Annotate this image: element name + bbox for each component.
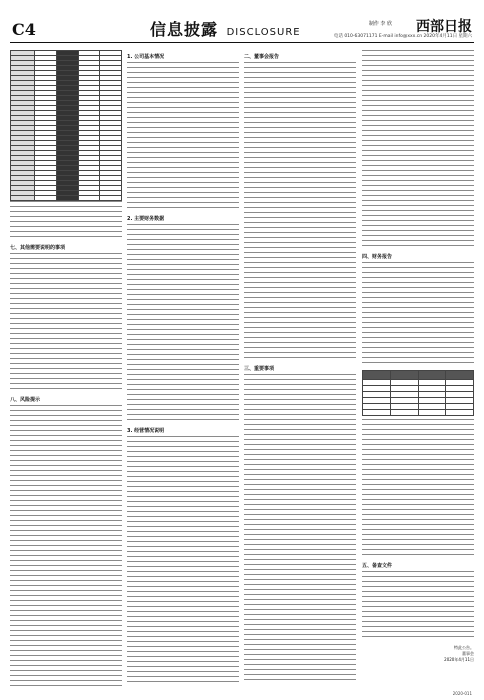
column-1 — [10, 50, 122, 690]
table-cell — [390, 410, 418, 416]
table-cell — [446, 371, 474, 380]
table-cell — [57, 196, 79, 201]
section-heading: 八、风险提示 — [10, 397, 41, 403]
sign-board: 董事会 — [462, 651, 474, 656]
contact-date-line: 电话 010-63071171 E-mail info@xxx.cn 2020年4月11日 星期六 — [333, 34, 472, 39]
page-number: C4 — [12, 20, 36, 39]
column-2 — [127, 50, 239, 690]
section-heading: 五、备查文件 — [362, 563, 393, 569]
text-block — [127, 62, 239, 212]
table-cell — [446, 410, 474, 416]
signature-block — [362, 645, 474, 663]
section-heading: 四、财务报告 — [362, 254, 393, 260]
holdings-table-body — [11, 51, 122, 201]
section-heading: 3. 经营情况说明 — [127, 428, 165, 434]
financial-table-body — [363, 371, 474, 416]
announcement-code: 2020-011 — [452, 691, 472, 696]
holdings-table — [10, 50, 122, 201]
table-row — [11, 196, 122, 201]
financial-table — [362, 370, 474, 416]
column-4 — [362, 50, 474, 690]
section-title-cn: 信息披露 — [150, 20, 219, 39]
column-3 — [244, 50, 356, 690]
section-heading: 七、其他需要说明的事项 — [10, 245, 66, 251]
table-cell — [363, 371, 391, 380]
section-heading: 二、董事会报告 — [244, 54, 280, 60]
table-row — [363, 371, 474, 380]
section-heading: 三、重要事项 — [244, 366, 275, 372]
table-cell — [418, 410, 446, 416]
text-block — [362, 262, 474, 367]
masthead — [0, 0, 484, 44]
text-block — [10, 253, 122, 393]
masthead-rule — [10, 42, 474, 43]
section-title — [150, 17, 301, 40]
table-cell — [11, 196, 35, 201]
text-block — [127, 224, 239, 424]
table-cell — [100, 196, 122, 201]
section-heading: 1. 公司基本情况 — [127, 54, 165, 60]
table-cell — [78, 196, 100, 201]
table-cell — [363, 410, 391, 416]
sign-closing: 特此公告。 — [454, 645, 474, 650]
text-block — [244, 62, 356, 362]
text-block — [362, 419, 474, 559]
section-heading: 2. 主要财务数据 — [127, 216, 165, 222]
table-cell — [418, 371, 446, 380]
text-block — [244, 374, 356, 684]
table-row — [363, 410, 474, 416]
text-block — [362, 571, 474, 641]
text-block — [10, 405, 122, 690]
table-cell — [35, 196, 57, 201]
table-cell — [390, 371, 418, 380]
section-title-en: DISCLOSURE — [226, 27, 301, 38]
editor-line: 制作 李 欣 — [368, 21, 392, 27]
sign-date: 2020年4月11日 — [444, 657, 474, 662]
brand-logo: 西部日报 — [416, 19, 472, 35]
text-block — [127, 436, 239, 686]
text-block — [362, 50, 474, 250]
text-block — [10, 201, 122, 241]
article-columns — [10, 50, 474, 690]
